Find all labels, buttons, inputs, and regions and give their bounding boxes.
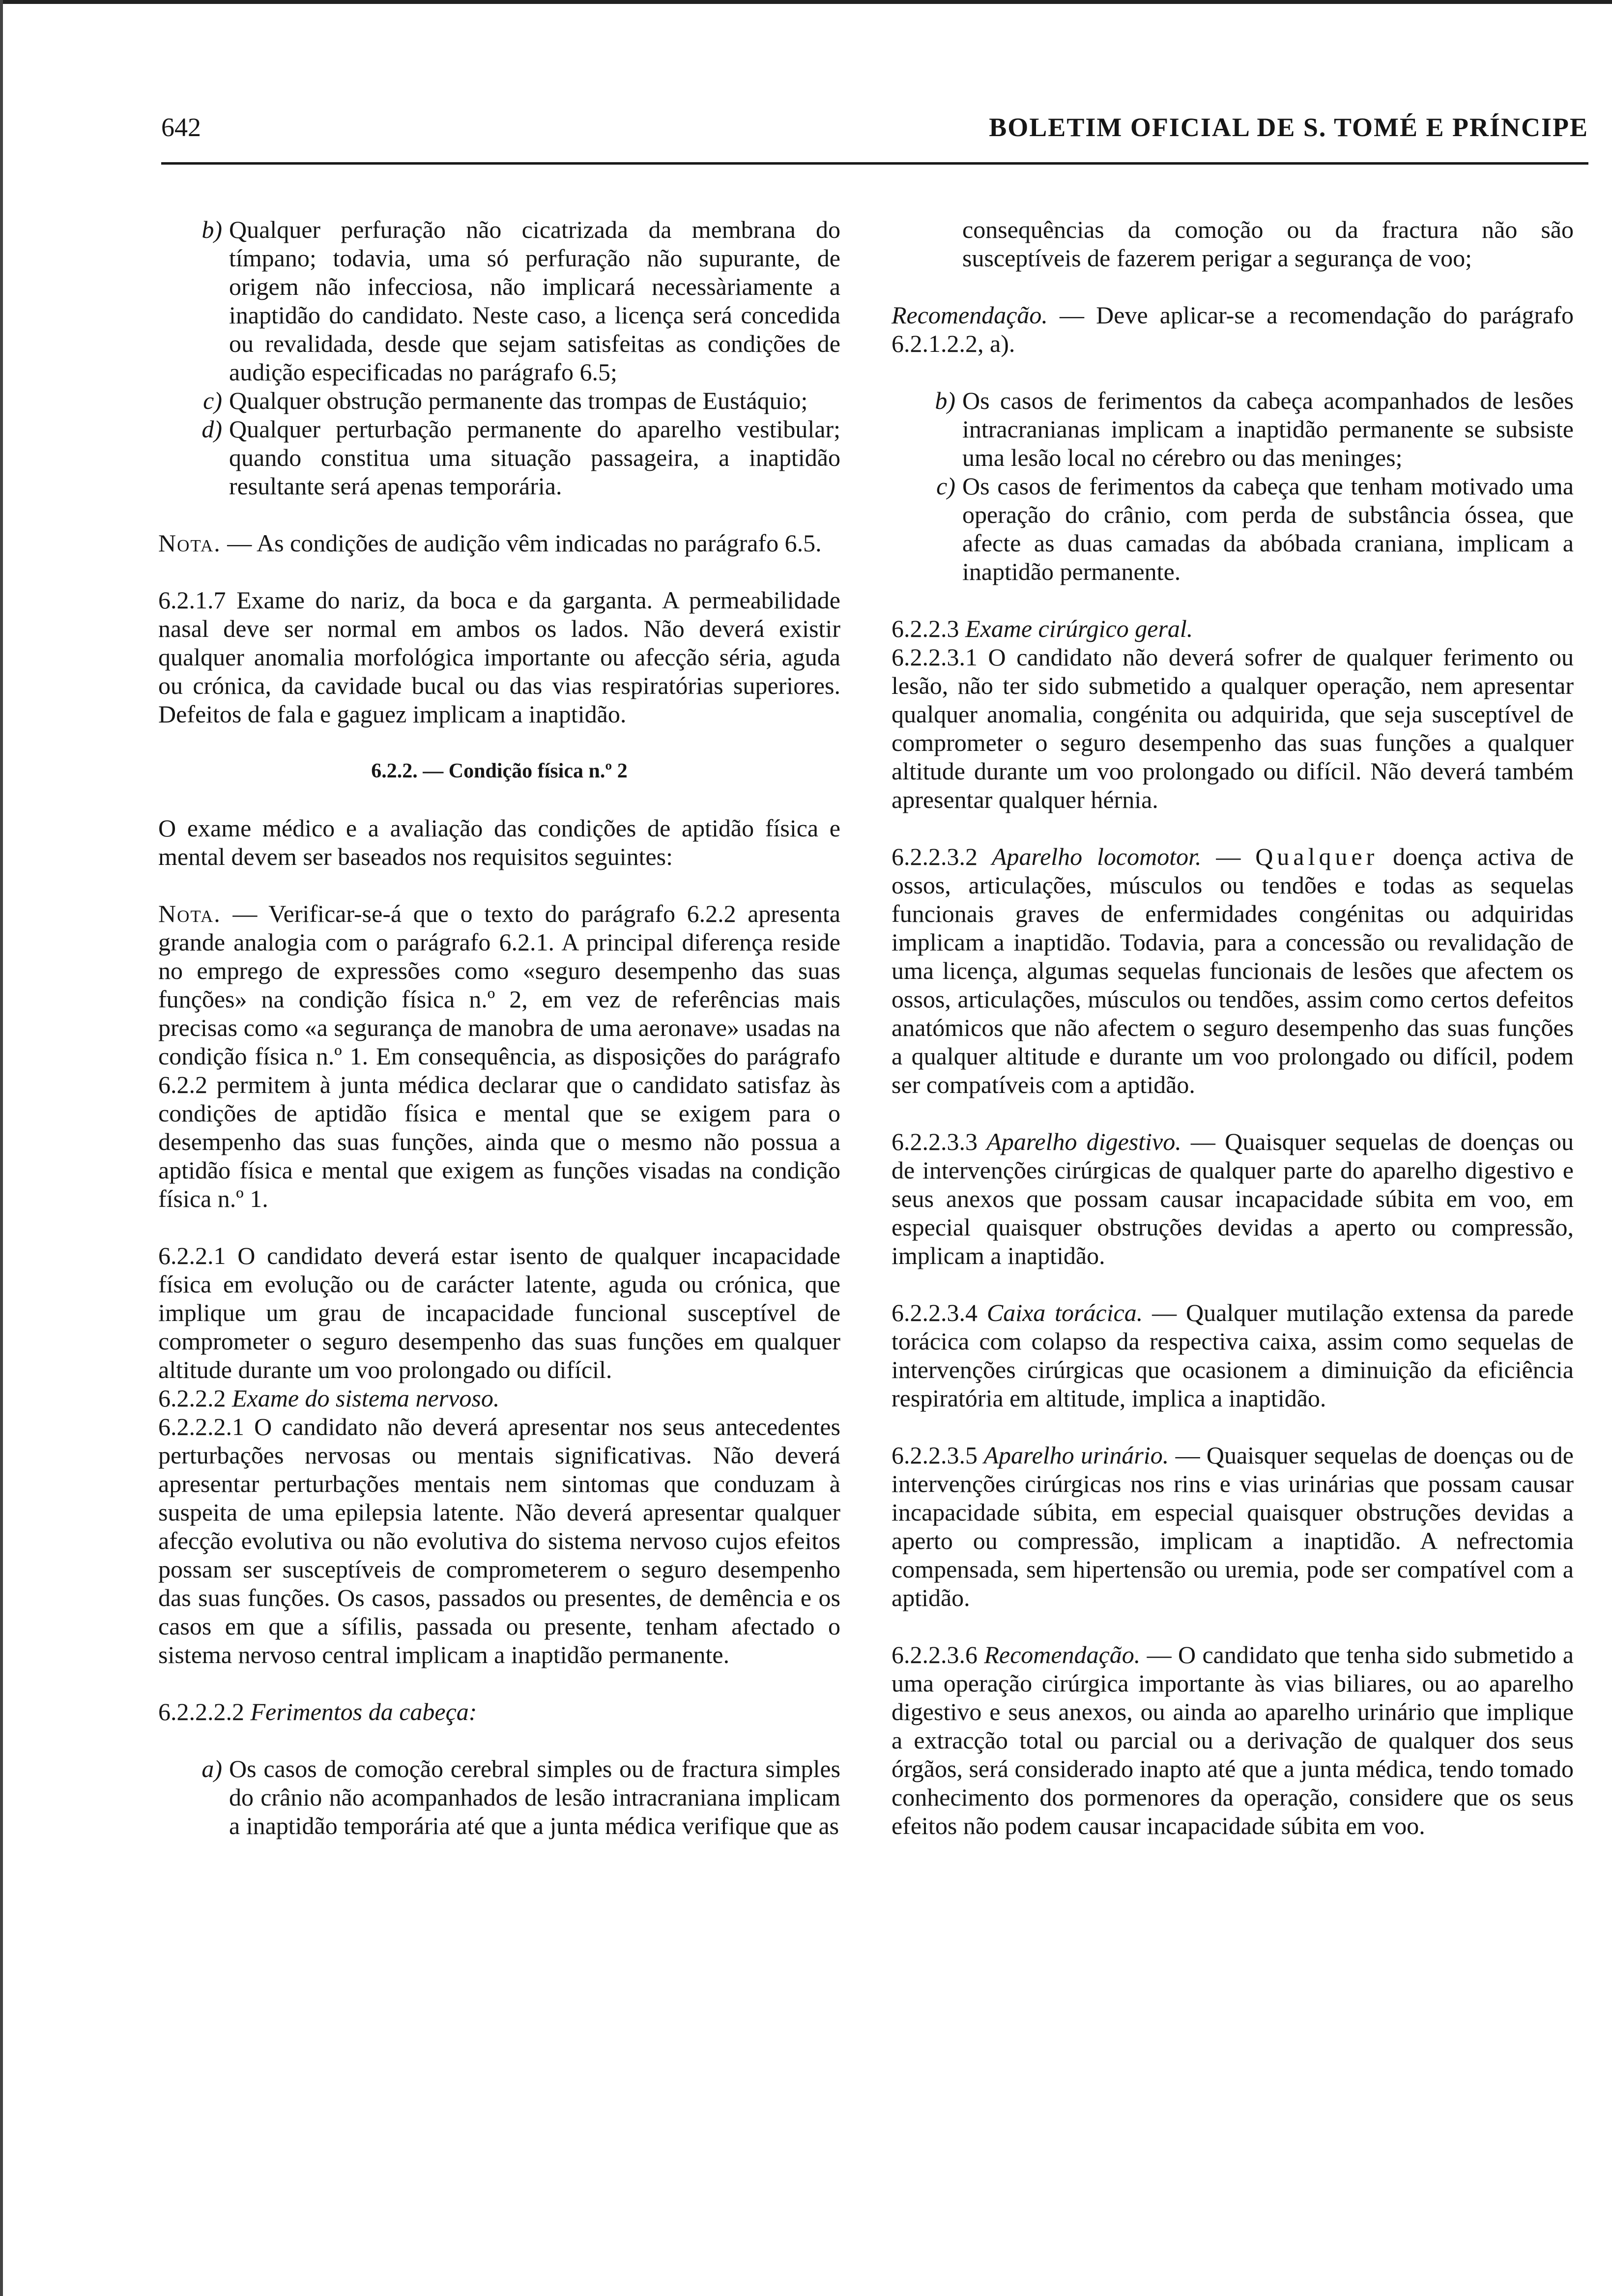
note-paragraph: [158, 529, 840, 557]
list-item: [892, 472, 1574, 586]
section-spaced-word: Qualquer: [1255, 843, 1379, 870]
section-6-2-2-3-1: [892, 643, 1574, 814]
item-text: Qualquer perfuração não cicatrizada da membrana do tímpano; todavia, uma só perfuração não supurante, de origem não infecciosa, não implicará necessàriamente a inaptidão do candidato. Neste caso, a licença será concedida ou revalidada, desde que sejam satisfeitas as condições de audição especificadas no parágrafo 6.5;: [229, 216, 840, 386]
section-number: 6.2.1.7: [158, 586, 226, 614]
section-dash: —: [1201, 843, 1256, 870]
item-marker: d): [202, 415, 222, 443]
intro-paragraph: O exame médico e a avaliação das condições de aptidão física e mental devem ser baseados nos requisitos seguintes:: [158, 814, 840, 870]
item-text: Qualquer perturbação permanente do aparelho vestibular; quando constitua uma situação passageira, a inaptidão resultante será apenas temporária.: [229, 415, 840, 500]
list-tympanum: [158, 215, 840, 500]
item-marker: b): [935, 387, 955, 414]
section-number: 6.2.2.2.2: [158, 1698, 244, 1725]
item-text: Os casos de comoção cerebral simples ou de fractura simples do crânio não acompanhados de lesão intracraniana implicam a inaptidão temporária até que a junta médica verifique que as: [229, 1755, 840, 1839]
item-marker: a): [202, 1755, 222, 1782]
section-number: 6.2.2.3.2: [892, 843, 978, 870]
note-label: Nota.: [158, 529, 221, 557]
section-number: 6.2.2.2.1: [158, 1413, 244, 1440]
item-continuation: consequências da comoção ou da fractura não são susceptíveis de fazerem perigar a segurança de voo;: [962, 216, 1574, 272]
section-title: Recomendação.: [978, 1641, 1141, 1668]
header-rule: [161, 162, 1588, 165]
scan-edge-left: [0, 0, 3, 2296]
section-6-2-2-3-2: [892, 842, 1574, 1099]
left-column: [158, 215, 840, 1840]
section-text: O candidato não deverá sofrer de qualquer ferimento ou lesão, não ter sido submetido a qualquer operação, nem apresentar qualquer anomalia, congénita ou adquirida, que seja susceptível de comprometer o seguro desempenho das suas funções a qualquer altitude durante um voo prolongado ou difícil. Não deverá também apresentar qualquer hérnia.: [892, 643, 1574, 813]
section-title: Ferimentos da cabeça:: [244, 1698, 477, 1725]
section-number: 6.2.2.3.1: [892, 643, 978, 671]
list-item: [158, 215, 840, 386]
section-text: — Quaisquer sequelas de doenças ou de intervenções cirúrgicas nos rins e vias urinárias que possam causar incapacidade súbita, em especial quaisquer obstruções devidas a aperto ou compressão, implicam a inaptidão. A nefrectomia compensada, sem hipertensão ou uremia, pode ser compatível com a aptidão.: [892, 1441, 1574, 1611]
note-paragraph: [158, 899, 840, 1213]
list-item: [158, 386, 840, 415]
item-marker: c): [936, 472, 955, 500]
section-title: Exame cirúrgico geral.: [959, 615, 1193, 642]
section-6-2-2-3: [892, 614, 1574, 643]
item-text: Os casos de ferimentos da cabeça que tenham motivado uma operação do crânio, com perda de substância óssea, que afecte as duas camadas da abóbada craniana, implicam a inaptidão permanente.: [962, 472, 1574, 585]
item-marker: c): [203, 387, 222, 414]
section-heading-6-2-2: 6.2.2. — Condição física n.º 2: [371, 760, 628, 782]
section-text: O candidato não deverá apresentar nos seus antecedentes perturbações nervosas ou mentais significativas. Não deverá apresentar perturbações mentais nem sintomas que conduzam à suspeita de uma epilepsia latente. Não deverá apresentar qualquer afecção evolutiva ou não evolutiva do sistema nervoso cujos efeitos possam ser susceptíveis de comprometerem o seguro desempenho das suas funções. Os casos, passados ou presentes, de demência e os casos em que a sífilis, passada ou presente, tenham afectado o sistema nervoso central implicam a inaptidão permanente.: [158, 1413, 840, 1668]
section-title: Exame do sistema nervoso.: [226, 1384, 500, 1412]
list-item: [158, 1754, 840, 1840]
note-text: — Verificar-se-á que o texto do parágrafo 6.2.2 apresenta grande analogia com o parágrafo 6.2.1. A principal diferença reside no emprego de expressões como «seguro desempenho das suas funções» na condição física n.º 2, em vez de referências mais precisas como «a segurança de manobra de uma aeronave» usadas na condição física n.º 1. Em consequência, as disposições do parágrafo 6.2.2 permitem à junta médica declarar que o candidato satisfaz às condições de aptidão física e mental que se exigem para o desempenho das suas funções, ainda que o mesmo não possua a aptidão física e mental que exigem as funções visadas na condição física n.º 1.: [158, 900, 840, 1212]
section-6-2-2-3-3: [892, 1127, 1574, 1270]
section-number: 6.2.2.3: [892, 615, 959, 642]
section-text: O candidato deverá estar isento de qualquer incapacidade física em evolução ou de carácter latente, aguda ou crónica, que implique um grau de incapacidade funcional susceptível de comprometer o seguro desempenho das suas funções em qualquer altitude durante um voo prolongado ou difícil.: [158, 1242, 840, 1383]
item-text: Qualquer obstrução permanente das trompas de Eustáquio;: [229, 387, 808, 414]
section-6-2-2-3-5: [892, 1441, 1574, 1612]
section-6-2-2-2-1: [158, 1412, 840, 1669]
section-title: Aparelho locomotor.: [978, 843, 1202, 870]
item-text: Os casos de ferimentos da cabeça acompanhados de lesões intracranianas implicam a inaptidão permanente se subsiste uma lesão local no cérebro ou das meninges;: [962, 387, 1574, 471]
section-6-2-2-3-4: [892, 1298, 1574, 1412]
recommendation-label: Recomendação.: [892, 301, 1048, 329]
note-text: — As condições de audição vêm indicadas no parágrafo 6.5.: [221, 529, 822, 557]
section-text: Exame do nariz, da boca e da garganta. A permeabilidade nasal deve ser normal em ambos os lados. Não deverá existir qualquer anomalia morfológica importante ou afecção séria, aguda ou crónica, da cavidade bucal ou das vias respiratórias superiores. Defeitos de fala e gaguez implicam a inaptidão.: [158, 586, 840, 728]
section-title: Aparelho digestivo.: [978, 1128, 1181, 1155]
section-6-2-2-3-6: [892, 1640, 1574, 1840]
list-item: [158, 415, 840, 500]
section-text: — Qualquer mutilação extensa da parede torácica com colapso da respectiva caixa, assim como sequelas de intervenções cirúrgicas que ocasionem a diminuição da eficiência respiratória em altitude, implica a inaptidão.: [892, 1299, 1574, 1412]
list-head-injuries: [892, 386, 1574, 586]
section-title: Caixa torácica.: [978, 1299, 1143, 1326]
section-title: Aparelho urinário.: [978, 1441, 1169, 1469]
section-number: 6.2.2.3.3: [892, 1128, 978, 1155]
section-6-2-2-2: [158, 1384, 840, 1412]
section-6-2-2-2-2: [158, 1697, 840, 1726]
page-number: 642: [161, 113, 201, 142]
journal-title: BOLETIM OFICIAL DE S. TOMÉ E PRÍNCIPE: [989, 113, 1588, 142]
note-label: Nota.: [158, 900, 221, 927]
section-text: — O candidato que tenha sido submetido a uma operação cirúrgica importante às vias biliares, ou ao aparelho digestivo e seus anexos, ou ainda ao aparelho urinário que implique a extracção total ou parcial ou a derivação de qualquer dos seus órgãos, será considerado inapto até que a junta médica, tendo tomado conhecimento dos pormenores da operação, considere que os seus efeitos não podem causar incapacidade súbita em voo.: [892, 1641, 1574, 1839]
scan-edge-top: [0, 0, 1612, 4]
section-6-2-2-1: [158, 1241, 840, 1384]
item-marker: b): [202, 216, 222, 243]
section-number: 6.2.2.3.6: [892, 1641, 978, 1668]
section-number: 6.2.2.3.4: [892, 1299, 978, 1326]
recommendation-text: — Deve aplicar-se a recomendação do parágrafo 6.2.1.2.2, a).: [892, 301, 1574, 357]
section-text: — Quaisquer sequelas de doenças ou de intervenções cirúrgicas de qualquer parte do aparelho digestivo e seus anexos que possam causar incapacidade súbita em voo, em especial quaisquer obstruções devidas a aperto ou compressão, implicam a inaptidão.: [892, 1128, 1574, 1269]
section-number: 6.2.2.2: [158, 1384, 226, 1412]
section-number: 6.2.2.3.5: [892, 1441, 978, 1469]
section-number: 6.2.2.1: [158, 1242, 226, 1269]
section-6-2-1-7: [158, 586, 840, 728]
list-item: [892, 386, 1574, 472]
right-column: [892, 215, 1574, 1868]
section-text: doença activa de ossos, articulações, músculos ou tendões e todas as sequelas funcionais graves de enfermidades congénitas ou adquiridas implicam a inaptidão. Todavia, para a concessão ou revalidação de uma licença, algumas sequelas funcionais de lesões que afectem os ossos, articulações, músculos ou tendões, assim como certos defeitos anatómicos que não afectem o seguro desempenho das suas funções a qualquer altitude e durante um voo prolongado ou difícil, podem ser compatíveis com a aptidão.: [892, 843, 1574, 1098]
page-header: [161, 113, 1588, 152]
recommendation-paragraph: [892, 301, 1574, 358]
